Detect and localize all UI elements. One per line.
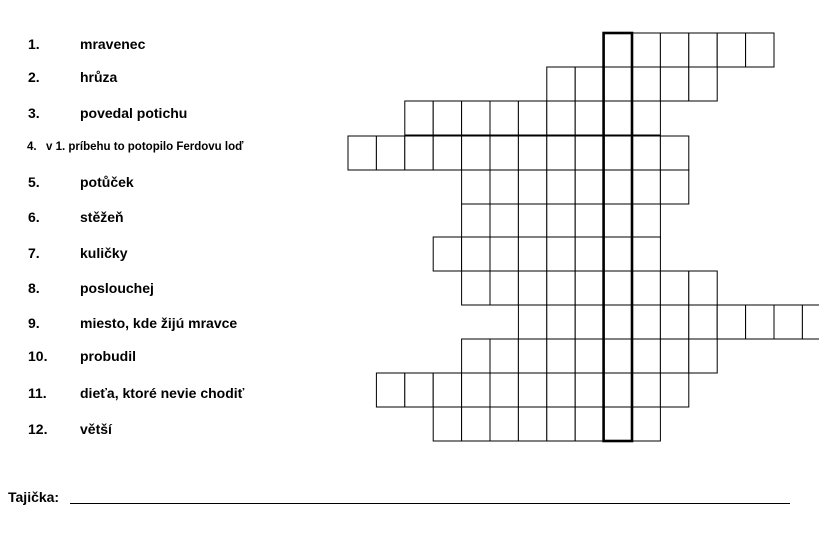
crossword-cell[interactable] (490, 101, 518, 135)
crossword-cell[interactable] (547, 67, 575, 101)
crossword-cell[interactable] (433, 136, 461, 170)
crossword-cell[interactable] (405, 373, 433, 407)
crossword-cell[interactable] (433, 237, 461, 271)
clue-text: potůček (80, 174, 134, 190)
crossword-cell[interactable] (632, 204, 660, 238)
crossword-cell[interactable] (433, 101, 461, 135)
clue-text: povedal potichu (80, 105, 188, 121)
crossword-cell[interactable] (632, 373, 660, 407)
clue-number: 6. (28, 209, 40, 225)
clue-text: dieťa, ktoré nevie chodiť (80, 385, 245, 401)
crossword-cell[interactable] (462, 170, 490, 204)
crossword-cell[interactable] (632, 136, 660, 170)
clue-number: 7. (28, 245, 40, 261)
clue-number: 1. (28, 36, 40, 52)
crossword-cell[interactable] (575, 271, 603, 305)
crossword-cell[interactable] (490, 204, 518, 238)
crossword-cell[interactable] (604, 271, 632, 305)
crossword-cell[interactable] (632, 33, 660, 67)
crossword-cell[interactable] (604, 136, 632, 170)
crossword-cell[interactable] (518, 101, 546, 135)
secret-label: Tajička: (8, 489, 60, 505)
crossword-cell[interactable] (433, 407, 461, 441)
crossword-cell[interactable] (660, 373, 688, 407)
crossword-cell[interactable] (660, 170, 688, 204)
clue-text: kuličky (80, 245, 128, 261)
crossword-cell[interactable] (518, 271, 546, 305)
crossword-cell[interactable] (604, 101, 632, 135)
crossword-cell[interactable] (632, 237, 660, 271)
crossword-cell[interactable] (604, 407, 632, 441)
crossword-cell[interactable] (660, 33, 688, 67)
crossword-cell[interactable] (376, 373, 404, 407)
crossword-cell[interactable] (518, 136, 546, 170)
clue-text: stěžeň (80, 209, 124, 225)
crossword-cell[interactable] (575, 101, 603, 135)
clue-text: probudil (80, 348, 136, 364)
crossword-cell[interactable] (717, 33, 745, 67)
crossword-cell[interactable] (575, 170, 603, 204)
crossword-cell[interactable] (632, 67, 660, 101)
crossword-cell[interactable] (632, 170, 660, 204)
clue-text: poslouchej (80, 280, 154, 296)
crossword-cell[interactable] (490, 237, 518, 271)
clue-text: miesto, kde žijú mravce (80, 315, 238, 331)
clue-text: hrůza (80, 69, 118, 85)
crossword-cell[interactable] (518, 170, 546, 204)
clue-number: 12. (28, 421, 48, 437)
crossword-cell[interactable] (518, 237, 546, 271)
crossword-cell[interactable] (717, 305, 745, 339)
crossword-cell[interactable] (547, 373, 575, 407)
crossword-cell[interactable] (405, 136, 433, 170)
crossword-cell[interactable] (689, 305, 717, 339)
crossword-cell[interactable] (547, 271, 575, 305)
crossword-cell[interactable] (518, 339, 546, 373)
clue-text: v 1. príbehu to potopilo Ferdovu loď (46, 141, 244, 153)
crossword-cell[interactable] (433, 373, 461, 407)
crossword-cell[interactable] (604, 170, 632, 204)
crossword-cell[interactable] (660, 271, 688, 305)
crossword-cell[interactable] (660, 67, 688, 101)
crossword-cell[interactable] (462, 237, 490, 271)
crossword-cell[interactable] (462, 101, 490, 135)
crossword-cell[interactable] (604, 339, 632, 373)
crossword-cell[interactable] (604, 33, 632, 67)
crossword-cell[interactable] (604, 67, 632, 101)
crossword-cell[interactable] (462, 373, 490, 407)
crossword-cell[interactable] (660, 339, 688, 373)
crossword-cell[interactable] (547, 339, 575, 373)
crossword-cell[interactable] (547, 407, 575, 441)
clue-number: 5. (28, 174, 40, 190)
crossword-cell[interactable] (689, 339, 717, 373)
crossword-cell[interactable] (462, 271, 490, 305)
crossword-cell[interactable] (490, 373, 518, 407)
clue-text: větší (80, 421, 112, 437)
crossword-cell[interactable] (575, 136, 603, 170)
crossword-cell[interactable] (462, 407, 490, 441)
crossword-cell[interactable] (632, 101, 660, 135)
crossword-cell[interactable] (802, 305, 819, 339)
crossword-cell[interactable] (376, 136, 404, 170)
crossword-cell[interactable] (462, 204, 490, 238)
crossword-cell[interactable] (604, 373, 632, 407)
crossword-cell[interactable] (632, 339, 660, 373)
clue-number: 2. (28, 69, 40, 85)
crossword-cell[interactable] (547, 204, 575, 238)
crossword-cell[interactable] (547, 170, 575, 204)
crossword-cell[interactable] (490, 407, 518, 441)
crossword-cell[interactable] (348, 136, 376, 170)
secret-answer-line[interactable] (70, 503, 790, 504)
crossword-cell[interactable] (547, 237, 575, 271)
crossword-cell[interactable] (746, 33, 774, 67)
crossword-cell[interactable] (604, 305, 632, 339)
crossword-cell[interactable] (575, 373, 603, 407)
crossword-cell[interactable] (405, 101, 433, 135)
clue-number: 9. (28, 315, 40, 331)
clue-number: 3. (28, 105, 40, 121)
crossword-cell[interactable] (490, 136, 518, 170)
crossword-cell[interactable] (518, 204, 546, 238)
crossword-cell[interactable] (746, 305, 774, 339)
crossword-cell[interactable] (575, 204, 603, 238)
crossword-cell[interactable] (689, 271, 717, 305)
crossword-cell[interactable] (462, 339, 490, 373)
crossword-cell[interactable] (632, 305, 660, 339)
crossword-cell[interactable] (689, 67, 717, 101)
crossword-cell[interactable] (604, 237, 632, 271)
clue-number: 4. (27, 141, 37, 153)
crossword-cell[interactable] (490, 271, 518, 305)
clue-number: 8. (28, 280, 40, 296)
crossword-cell[interactable] (632, 271, 660, 305)
crossword-cell[interactable] (575, 339, 603, 373)
crossword-cell[interactable] (547, 305, 575, 339)
crossword-cell[interactable] (575, 407, 603, 441)
crossword-cell[interactable] (518, 373, 546, 407)
clue-text: mravenec (80, 36, 146, 52)
crossword-cell[interactable] (490, 170, 518, 204)
crossword-cell[interactable] (462, 136, 490, 170)
crossword-cell[interactable] (518, 305, 546, 339)
crossword-cell[interactable] (547, 101, 575, 135)
crossword-cell[interactable] (632, 407, 660, 441)
crossword-cell[interactable] (774, 305, 802, 339)
crossword-cell[interactable] (604, 204, 632, 238)
clue-number: 11. (28, 385, 47, 401)
crossword-cell[interactable] (689, 33, 717, 67)
crossword-cell[interactable] (575, 67, 603, 101)
crossword-cell[interactable] (575, 305, 603, 339)
crossword-cell[interactable] (490, 339, 518, 373)
crossword-cell[interactable] (660, 136, 688, 170)
clue-number: 10. (28, 348, 48, 364)
crossword-cell[interactable] (518, 407, 546, 441)
crossword-cell[interactable] (547, 136, 575, 170)
crossword-cell[interactable] (660, 305, 688, 339)
crossword-cell[interactable] (575, 237, 603, 271)
